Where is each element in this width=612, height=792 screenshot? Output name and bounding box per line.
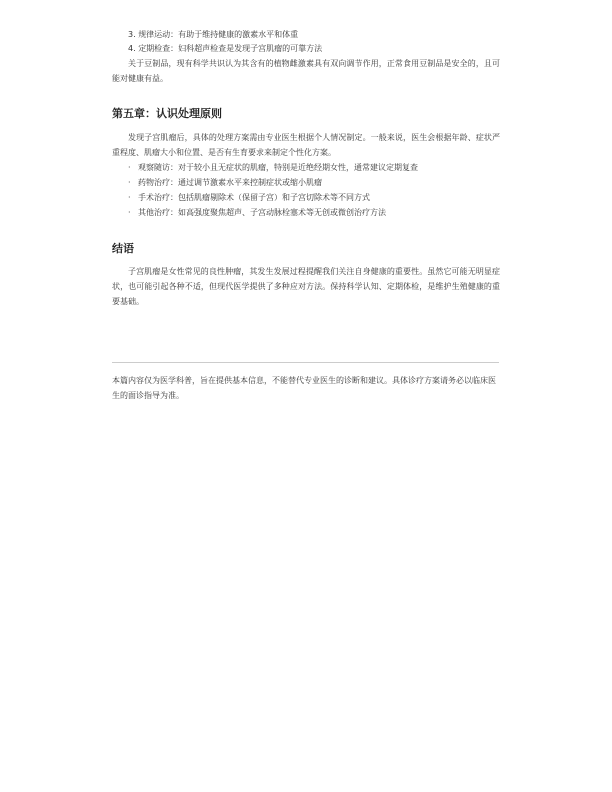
bullet-glyph: ·	[128, 193, 131, 202]
bullet-glyph: ·	[128, 208, 131, 217]
list-text: 定期检查：妇科超声检查是发现子宫肌瘤的可靠方法	[138, 44, 323, 53]
list-text: 手术治疗：包括肌瘤剔除术（保留子宫）和子宫切除术等不同方式	[138, 193, 370, 202]
list-text: 规律运动：有助于维持健康的激素水平和体重	[138, 30, 299, 39]
list-text: 药物治疗：通过调节激素水平来控制症状或缩小肌瘤	[138, 178, 322, 187]
list-item	[112, 205, 500, 220]
disclaimer-text: 本篇内容仅为医学科普，旨在提供基本信息，不能替代专业医生的诊断和建议。具体诊疗方案请务必以临床医生的面诊指导为准。	[112, 376, 496, 400]
list-item	[112, 28, 500, 42]
list-item	[112, 175, 500, 190]
article-body	[112, 28, 500, 309]
soy-paragraph: 关于豆制品，现有科学共识认为其含有的植物雌激素具有双向调节作用，正常食用豆制品是安全的，且可能对健康有益。	[112, 59, 500, 83]
list-item	[112, 160, 500, 175]
footer-divider	[112, 362, 499, 363]
chapter-5-intro: 发现子宫肌瘤后，具体的处理方案需由专业医生根据个人情况制定。一般来说，医生会根据年龄、症状严重程度、肌瘤大小和位置、是否有生育要求来制定个性化方案。	[112, 133, 500, 157]
list-item	[112, 190, 500, 205]
list-number: 3.	[128, 30, 136, 39]
list-item	[112, 42, 500, 56]
bullet-glyph: ·	[128, 163, 131, 172]
chapter-5-heading: 第五章：认识处理原则	[112, 107, 222, 120]
bullet-glyph: ·	[128, 178, 131, 187]
list-number: 4.	[128, 44, 136, 53]
conclusion-paragraph: 子宫肌瘤是女性常见的良性肿瘤，其发生发展过程提醒我们关注自身健康的重要性。虽然它可能无明显症状，也可能引起各种不适，但现代医学提供了多种应对方法。保持科学认知、定期体检，是维护生殖健康的重要基础。	[112, 267, 500, 306]
list-text: 其他治疗：如高强度聚焦超声、子宫动脉栓塞术等无创或微创治疗方法	[138, 208, 386, 217]
list-text: 观察随访：对于较小且无症状的肌瘤，特别是近绝经期女性，通常建议定期复查	[138, 163, 418, 172]
conclusion-heading: 结语	[112, 242, 134, 255]
